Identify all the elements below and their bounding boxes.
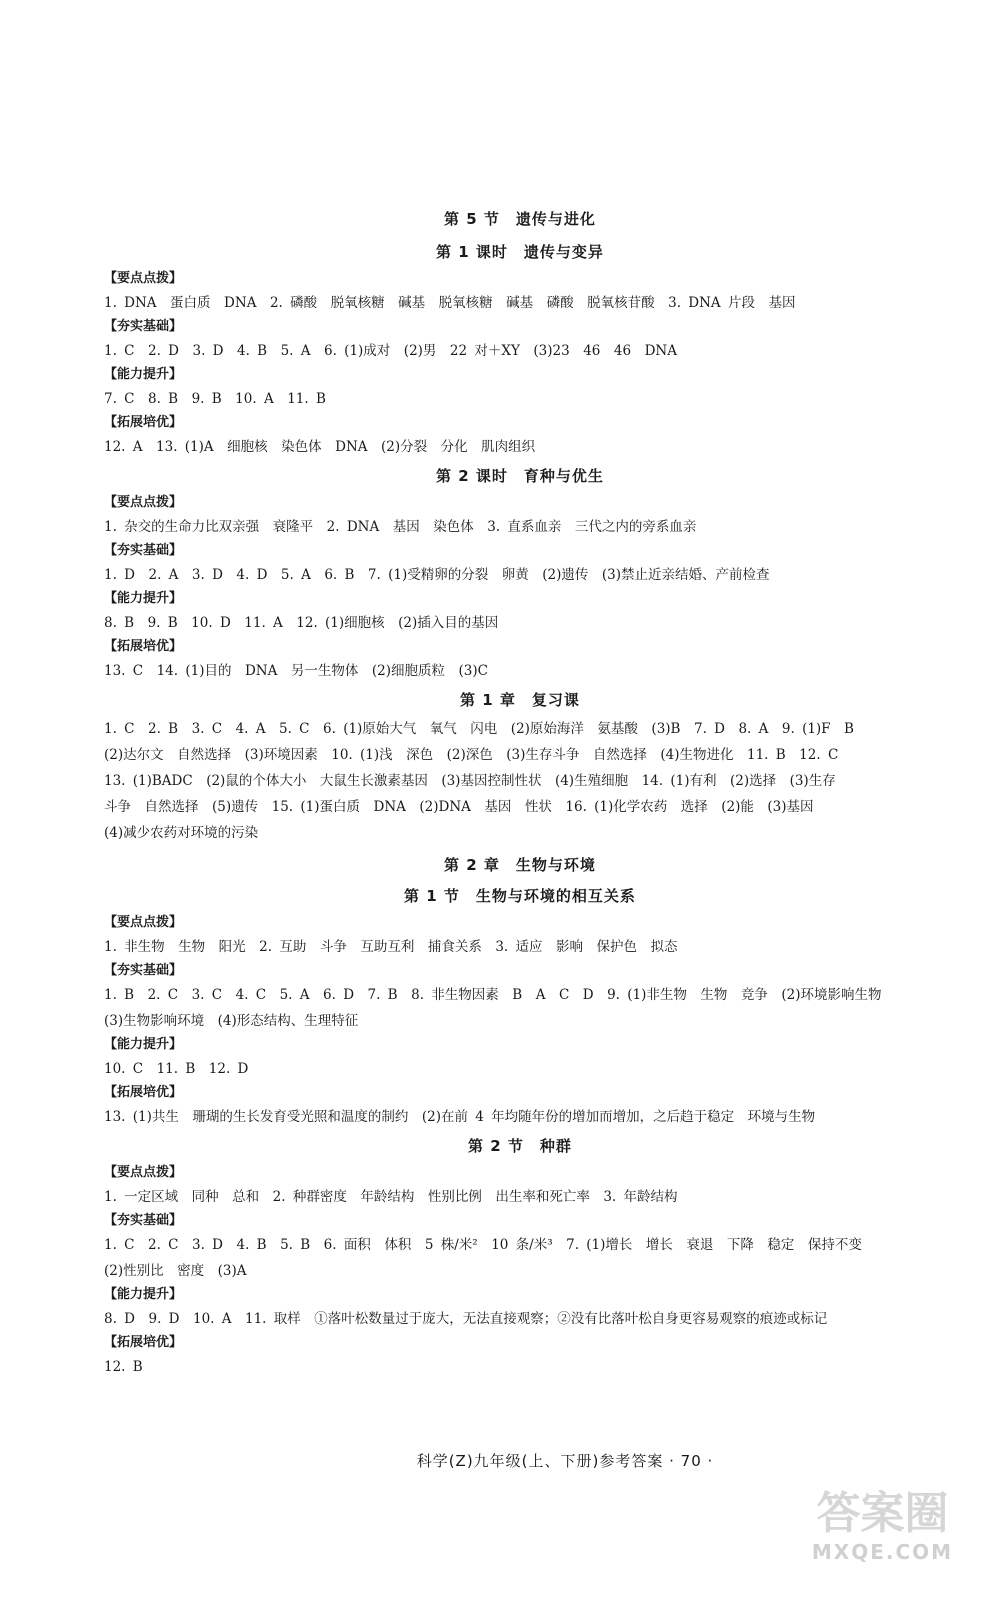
answer-line: 1. D 2. A 3. D 4. D 5. A 6. B 7. (1)受精卵的分裂 卵黄 (2)遗传 (3)禁止近亲结婚、产前检查 bbox=[104, 567, 770, 583]
category-tag: 【要点点拨】 bbox=[104, 271, 183, 286]
lesson-heading: 第 1 节 生物与环境的相互关系 bbox=[404, 887, 636, 905]
category-tag: 【夯实基础】 bbox=[104, 543, 183, 558]
answer-line: 13. C 14. (1)目的 DNA 另一生物体 (2)细胞质粒 (3)C bbox=[104, 663, 488, 679]
answer-line: 8. B 9. B 10. D 11. A 12. (1)细胞核 (2)插入目的基因 bbox=[104, 615, 499, 631]
category-tag: 【要点点拨】 bbox=[104, 915, 183, 930]
lesson-heading: 第 2 课时 育种与优生 bbox=[436, 467, 604, 485]
watermark-logo-mark: 答案圈 bbox=[816, 1488, 949, 1539]
page-footer: 科学(Z)九年级(上、下册)参考答案 · 70 · bbox=[416, 1452, 714, 1470]
answer-line: 7. C 8. B 9. B 10. A 11. B bbox=[104, 391, 326, 407]
lesson-heading: 第 2 节 种群 bbox=[468, 1137, 572, 1155]
answer-line: 斗争 自然选择 (5)遗传 15. (1)蛋白质 DNA (2)DNA 基因 性状 16. (1)化学农药 选择 (2)能 (3)基因 bbox=[104, 799, 814, 815]
category-tag: 【夯实基础】 bbox=[104, 319, 183, 334]
answer-line: (4)减少农药对环境的污染 bbox=[104, 825, 259, 841]
answer-line: 1. C 2. D 3. D 4. B 5. A 6. (1)成对 (2)男 22 对＋XY (3)23 46 46 DNA bbox=[104, 343, 677, 359]
category-tag: 【拓展培优】 bbox=[104, 1085, 183, 1100]
category-tag: 【要点点拨】 bbox=[104, 1165, 183, 1180]
watermark-logo bbox=[795, 1488, 970, 1578]
category-tag: 【拓展培优】 bbox=[104, 1335, 183, 1350]
answer-line: 1. C 2. C 3. D 4. B 5. B 6. 面积 体积 5 株/米² 10 条/米³ 7. (1)增长 增长 衰退 下降 稳定 保持不变 bbox=[104, 1237, 862, 1253]
answer-line: (2)达尔文 自然选择 (3)环境因素 10. (1)浅 深色 (2)深色 (3)生存斗争 自然选择 (4)生物进化 11. B 12. C bbox=[104, 747, 839, 763]
category-tag: 【要点点拨】 bbox=[104, 495, 183, 510]
answer-page bbox=[104, 200, 936, 1380]
answer-line: 1. 杂交的生命力比双亲强 衰隆平 2. DNA 基因 染色体 3. 直系血亲 三代之内的旁系血亲 bbox=[104, 519, 697, 535]
category-tag: 【能力提升】 bbox=[104, 591, 183, 606]
answer-line: 10. C 11. B 12. D bbox=[104, 1061, 249, 1077]
category-tag: 【能力提升】 bbox=[104, 1037, 183, 1052]
answer-line: 8. D 9. D 10. A 11. 取样 ①落叶松数量过于庞大，无法直接观察；②没有比落叶松自身更容易观察的痕迹或标记 bbox=[104, 1311, 828, 1327]
answer-line: 1. C 2. B 3. C 4. A 5. C 6. (1)原始大气 氧气 闪电 (2)原始海洋 氨基酸 (3)B 7. D 8. A 9. (1)F B bbox=[104, 721, 854, 737]
answer-line: 1. DNA 蛋白质 DNA 2. 磷酸 脱氧核糖 碱基 脱氧核糖 碱基 磷酸 脱氧核苷酸 3. DNA 片段 基因 bbox=[104, 295, 796, 311]
category-tag: 【夯实基础】 bbox=[104, 963, 183, 978]
category-tag: 【能力提升】 bbox=[104, 1287, 183, 1302]
answer-line: 13. (1)共生 珊瑚的生长发育受光照和温度的制约 (2)在前 4 年均随年份的增加而增加，之后趋于稳定 环境与生物 bbox=[104, 1109, 816, 1125]
answer-line: 1. B 2. C 3. C 4. C 5. A 6. D 7. B 8. 非生物因素 B A C D 9. (1)非生物 生物 竞争 (2)环境影响生物 bbox=[104, 987, 882, 1003]
category-tag: 【拓展培优】 bbox=[104, 415, 183, 430]
category-tag: 【夯实基础】 bbox=[104, 1213, 183, 1228]
answer-line: (2)性别比 密度 (3)A bbox=[104, 1263, 247, 1279]
lesson-heading: 第 1 课时 遗传与变异 bbox=[436, 243, 604, 261]
answer-line: 12. A 13. (1)A 细胞核 染色体 DNA (2)分裂 分化 肌肉组织 bbox=[104, 439, 536, 455]
watermark-logo-site: MXQE.COM bbox=[811, 1540, 954, 1564]
answer-line: 13. (1)BADC (2)鼠的个体大小 大鼠生长激素基因 (3)基因控制性状 (4)生殖细胞 14. (1)有利 (2)选择 (3)生存 bbox=[104, 773, 836, 789]
category-tag: 【能力提升】 bbox=[104, 367, 183, 382]
answer-line: 1. 非生物 生物 阳光 2. 互助 斗争 互助互利 捕食关系 3. 适应 影响 保护色 拟态 bbox=[104, 939, 678, 955]
section-heading: 第 5 节 遗传与进化 bbox=[444, 210, 596, 228]
answer-line: 12. B bbox=[104, 1359, 143, 1375]
answer-line: 1. 一定区域 同种 总和 2. 种群密度 年龄结构 性别比例 出生率和死亡率 3. 年龄结构 bbox=[104, 1189, 678, 1205]
answer-line: (3)生物影响环境 (4)形态结构、生理特征 bbox=[104, 1013, 359, 1029]
category-tag: 【拓展培优】 bbox=[104, 639, 183, 654]
lesson-heading: 第 1 章 复习课 bbox=[460, 691, 580, 709]
section-heading: 第 2 章 生物与环境 bbox=[444, 856, 596, 874]
